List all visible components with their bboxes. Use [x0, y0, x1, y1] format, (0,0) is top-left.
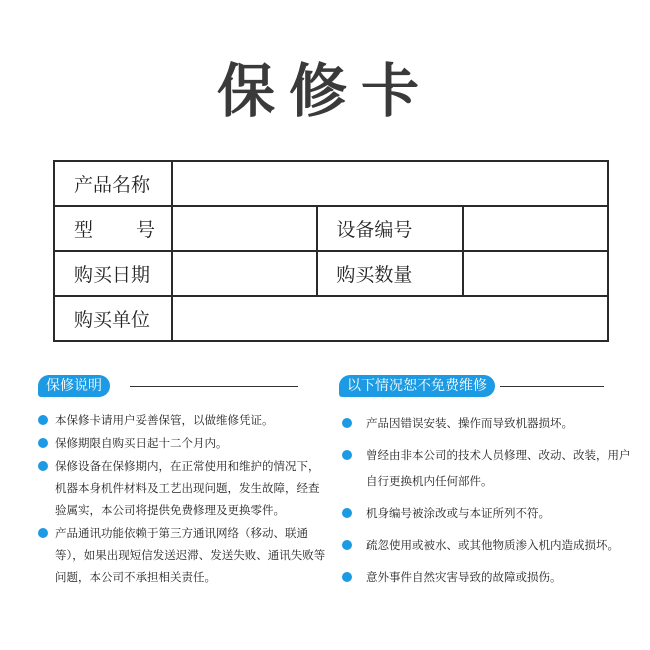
bullet-dot-icon	[38, 415, 48, 425]
list-item: 机身编号被涂改或与本证所列不符。	[342, 500, 634, 526]
exclusions-divider	[500, 386, 604, 387]
bullet-dot-icon	[342, 450, 352, 460]
form-row-product-name	[54, 161, 608, 206]
model-label	[54, 206, 172, 251]
form-row-purchase-date	[54, 251, 608, 296]
purchase-quantity-field[interactable]	[463, 251, 608, 296]
bullet-dot-icon	[342, 418, 352, 428]
list-item: 保修设备在保修期内，在正常使用和维护的情况下，机器本身机件材料及工艺出现问题，发生故障，经查验属实，本公司将提供免费修理及更换零件。	[38, 455, 328, 521]
list-item: 产品通讯功能依赖于第三方通讯网络（移动、联通等），如果出现短信发送迟滞、发送失败、通讯失败等问题，本公司不承担相关责任。	[38, 522, 328, 588]
purchaser-field[interactable]	[172, 296, 608, 341]
bullet-dot-icon	[342, 572, 352, 582]
bullet-dot-icon	[38, 461, 48, 471]
exclusions-list	[342, 410, 634, 596]
form-row-purchaser	[54, 296, 608, 341]
purchaser-label: 购买单位	[54, 296, 172, 341]
list-item: 产品因错误安装、操作而导致机器损坏。	[342, 410, 634, 436]
warranty-notes-list	[38, 409, 328, 589]
form-row-model	[54, 206, 608, 251]
list-item: 曾经由非本公司的技术人员修理、改动、改装，用户自行更换机内任何部件。	[342, 442, 634, 494]
warranty-info-form	[53, 160, 609, 342]
product-name-label: 产品名称	[54, 161, 172, 206]
model-field[interactable]	[172, 206, 317, 251]
list-item: 意外事件自然灾害导致的故障或损伤。	[342, 564, 634, 590]
device-number-field[interactable]	[463, 206, 608, 251]
list-item: 保修期限自购买日起十二个月内。	[38, 432, 328, 454]
bullet-dot-icon	[38, 438, 48, 448]
list-item: 疏忽使用或被水、或其他物质渗入机内造成损坏。	[342, 532, 634, 558]
model-label-char1: 型	[74, 219, 94, 241]
model-label-char2: 号	[135, 219, 155, 241]
exclusions-heading: 以下情况恕不免费维修	[339, 375, 495, 397]
bullet-dot-icon	[342, 540, 352, 550]
purchase-date-label: 购买日期	[54, 251, 172, 296]
warranty-notes-heading: 保修说明	[38, 375, 110, 397]
purchase-date-field[interactable]	[172, 251, 317, 296]
page-title: 保修卡	[216, 57, 433, 125]
purchase-quantity-label: 购买数量	[317, 251, 462, 296]
warranty-notes-divider	[130, 386, 298, 387]
list-item: 本保修卡请用户妥善保管，以做维修凭证。	[38, 409, 328, 431]
bullet-dot-icon	[38, 528, 48, 538]
bullet-dot-icon	[342, 508, 352, 518]
product-name-field[interactable]	[172, 161, 608, 206]
device-number-label: 设备编号	[317, 206, 462, 251]
